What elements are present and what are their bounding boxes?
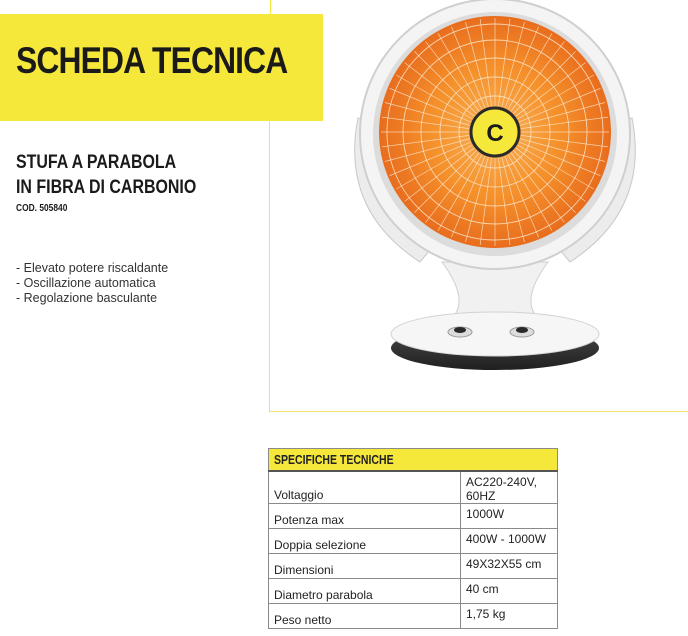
spec-value: 400W - 1000W [461,529,558,554]
spec-value: 40 cm [461,579,558,604]
product-name-line-1: STUFA A PARABOLA [16,152,177,173]
feature-list [16,261,168,306]
spec-label: Peso netto [269,604,461,629]
table-row [269,579,558,604]
table-row [269,604,558,629]
spec-value: 1,75 kg [461,604,558,629]
table-row [269,554,558,579]
product-code: COD. 505840 [16,203,68,214]
product-name-line-2: IN FIBRA DI CARBONIO [16,177,197,198]
spec-label: Potenza max [269,504,461,529]
spec-label: Diametro parabola [269,579,461,604]
heater-product-image [330,0,660,380]
spec-value: 49X32X55 cm [461,554,558,579]
frame-line-top [270,0,271,14]
spec-value: AC220-240V, 60HZ [461,471,558,504]
page-title: SCHEDA TECNICA [16,40,288,81]
spec-label: Voltaggio [269,471,461,504]
feature-item: - Elevato potere riscaldante [16,261,169,275]
spec-label: Dimensioni [269,554,461,579]
table-row [269,529,558,554]
product-name [16,150,196,200]
frame-line-left [269,121,270,412]
spec-label: Doppia selezione [269,529,461,554]
svg-text:C: C [486,120,504,147]
spec-table [268,448,558,629]
feature-item: - Oscillazione automatica [16,276,156,290]
table-row [269,471,558,504]
table-row [269,504,558,529]
spec-value: 1000W [461,504,558,529]
frame-line-bottom [269,411,688,412]
spec-table-header: SPECIFICHE TECNICHE [269,449,558,472]
feature-item: - Regolazione basculante [16,291,158,305]
